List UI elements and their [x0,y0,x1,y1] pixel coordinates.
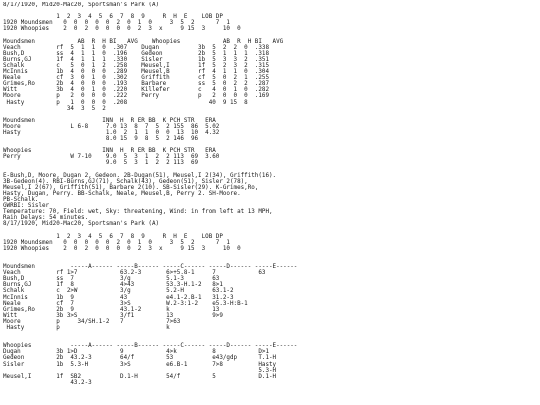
document-line: Grimes,Ro 2b 4 0 0 0 .193 Barbare ss 5 0 2 2 .287 [3,81,269,88]
document-line: Neale cf 7 3>S W.2-3:1-2 e5.3-H:B-1 [3,300,248,307]
document-line: Gedeon 2b 43.2-3 64/f 53 e43/gdp T.1-H [3,355,277,362]
document-line: 8/17/1920, Mid20-Mac20, Sportsman's Park (A) [3,221,160,228]
document-line: Bush,D ss 4 1 1 0 .196 Gedeon 2b 5 1 1 1 .318 [3,50,269,57]
document-line: Schalk c 5 0 1 2 .258 Meusel,I 1f 5 2 3 2 .315 [3,62,269,69]
document-line: 1 2 3 4 5 6 7 8 9 R H E LOB DP [3,14,223,21]
document-line: Bush,D ss 7 3/g 5.1-3 63 [3,276,220,283]
document-line: Hasty 1.0 2 1 1 0 0 13 10 4.32 [3,129,220,136]
box-score-document [3,2,537,405]
document-line: Veach rf 1>7 63.2-3 6>+5.8-1 7 63 [3,270,266,277]
document-line: Witt 3b 3>S 3/f1 13 9>9 [3,312,223,319]
document-line: 1920 Whoopies 2 0 2 0 0 0 0 2 3 x 9 15 3 10 0 [3,26,241,33]
document-line: Neale cf 3 0 1 0 .302 Griffith cf 5 0 2 1 .255 [3,75,269,82]
document-line: Hasty p 1 0 0 0 .208 40 9 15 8 [3,99,248,106]
document-line: Burns,GJ 1f 8 4>43 53.3-H.1-2 8>1 [3,282,223,289]
document-line: Meusel,I 2(67), Griffith(51), Barbare 2(10). SB-Sisler(29). K-Grimes,Ro, [3,184,259,191]
document-line: 9.0 5 3 1 2 2 113 69 [3,160,199,167]
document-line: E-Bush,D, Moore, Dugan 2, Gedeon. 2B-Dugan(51), Meusel,I 2(34), Griffith(16). [3,172,277,179]
document-line: McInnis 1b 9 43 e4.1-2.B-1 31.2-3 [3,294,234,301]
document-line: Moundsmen INN H R ER BB K PCH STR ERA [3,117,216,124]
document-line: 1920 Moundsmen 0 0 0 0 0 2 0 1 0 3 5 2 7 1 [3,239,230,246]
document-line: Dugan 3b 1>D 9 4>k 8 D>1 [3,349,269,356]
document-line: 8/17/1920, Mid20-Mac20, Sportsman's Park (A) [3,2,160,8]
document-line: Perry W 7-10 9.0 5 3 1 2 2 113 69 3.60 [3,154,220,161]
document-line: Moundsmen AB R H BI AVG Whoopies AB R H BI AVG [3,38,284,45]
document-line: Schalk c 2>W 3/g 5.2-H 63.1-2 [3,288,234,295]
document-line: Witt 3b 4 0 1 0 .220 Killefer c 4 0 1 0 .282 [3,87,269,94]
document-line: Whoopies -----A------ -----B------ -----C------ -----D------ -----E------ [3,343,298,350]
document-line: 1 2 3 4 5 6 7 8 9 R H E LOB DP [3,233,223,240]
document-line: 8.0 15 9 8 5 2 146 96 [3,136,199,143]
document-line: Grimes,Ro 2b 9 43.1-2 k 13 [3,306,220,313]
document-line: 34 3 5 2 [3,105,106,112]
document-line: 1920 Moundsmen 0 0 0 0 0 2 0 1 0 3 5 2 7 1 [3,20,230,27]
document-line: 1920 Whoopies 2 0 2 0 0 0 0 2 3 x 9 15 3 10 0 [3,245,241,252]
document-line: 43.2-3 [3,379,92,386]
document-line: Moore p 34/SH.1-2 7 7>63 [3,318,181,325]
document-line: PB-Schalk. [3,197,39,203]
document-line: Temperature: 70, Field: wet, Sky: threatening, Wind: in from left at 13 MPH, [3,209,273,216]
document-line: 3B-Gedeon(4). RBI-Burns,GJ(71), Schalk(43), Gedeon(51), Sisler 2(78), [3,178,248,185]
document-line: 5.3-H [3,367,277,374]
document-line: Moundsmen -----A------ -----B------ -----C------ -----D------ -----E------ [3,264,298,271]
document-line: GWRBI: Sisler [3,203,50,210]
document-line: Burns,GJ 1f 4 1 1 1 .330 Sisler 1b 5 3 3 2 .351 [3,56,269,63]
document-line: Rain Delays: 54 minutes. [3,215,89,222]
document-line: Sisler 1b 5.3-H 3>S e6.B-1 7>8 Hasty [3,361,277,368]
document-line: McInnis 1b 4 0 0 0 .289 Meusel,B rf 4 1 1 0 .304 [3,69,269,76]
document-line: Moore L 6-8 7.0 13 8 7 5 2 155 86 5.02 [3,123,220,130]
document-line: Whoopies INN H R ER BB K PCH STR ERA [3,148,216,155]
document-line: Hasty p k [3,324,170,331]
document-line: Moore p 2 0 0 0 .222 Perry p 2 0 0 0 .169 [3,93,269,100]
document-line: Veach rf 5 1 1 0 .307 Dugan 3b 5 2 2 0 .338 [3,44,269,51]
document-line: Meusel,I 1f SB2 D.1-H 54/f 5 D.1-H [3,373,277,380]
document-line: Hasty, Dugan, Perry. BB-Schalk, Neale, Meusel,B, Perry 2. SH-Moore. [3,190,241,197]
